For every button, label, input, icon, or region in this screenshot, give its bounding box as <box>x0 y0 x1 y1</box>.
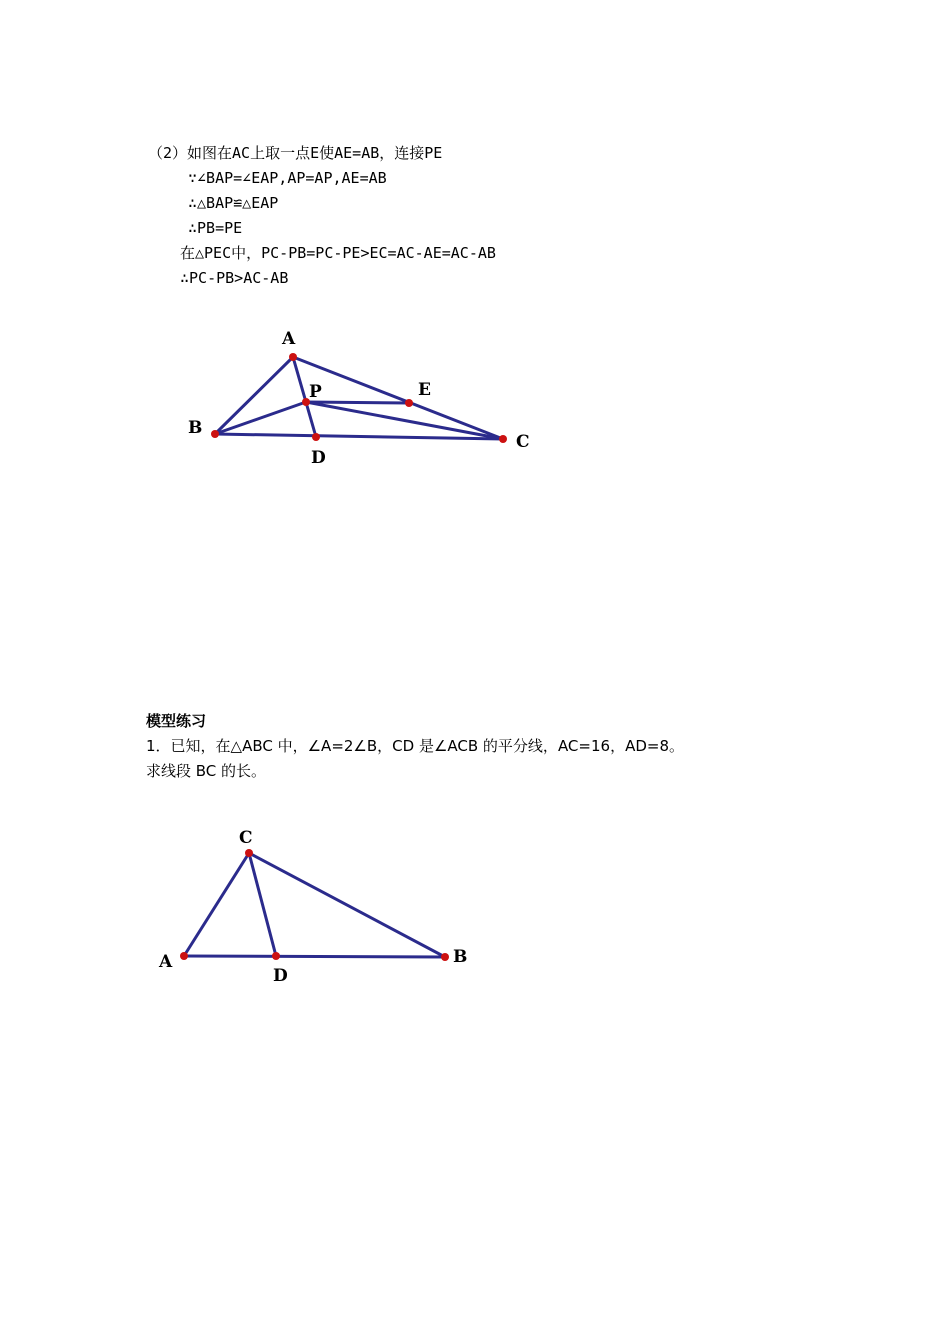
segment-AB <box>184 956 445 957</box>
proof-line-5: 在△PEC中，PC-PB=PC-PE>EC=AC-AE=AC-AB <box>180 244 496 262</box>
proof-line-3: ∴△BAP≌△EAP <box>188 194 279 212</box>
practice-problem-line-2: 求线段 BC 的长。 <box>146 762 267 780</box>
label-P: P <box>309 382 322 402</box>
segment-AC <box>184 853 249 956</box>
proof-line-2: ∵∠BAP=∠EAP,AP=AP,AE=AB <box>188 169 387 187</box>
figure2-segments <box>184 853 445 957</box>
label-B: B <box>453 947 468 967</box>
label-C: C <box>516 432 530 452</box>
label-C: C <box>239 828 253 848</box>
point-C <box>245 849 253 857</box>
practice-problem-line-1: 1．已知，在△ABC 中，∠A=2∠B，CD 是∠ACB 的平分线，AC=16，AD=8。 <box>146 737 684 755</box>
point-D <box>272 952 280 960</box>
figure2-points <box>180 849 449 961</box>
proof-line-1: （2）如图在AC上取一点E使AE=AB，连接PE <box>148 144 443 162</box>
segment-CB <box>249 853 445 957</box>
label-D: D <box>311 448 326 468</box>
point-A <box>180 952 188 960</box>
practice-heading: 模型练习 <box>146 712 207 730</box>
proof-line-4: ∴PB=PE <box>188 219 243 237</box>
label-B: B <box>188 418 203 438</box>
label-D: D <box>273 966 288 986</box>
segment-CD <box>249 853 276 956</box>
label-A: A <box>282 329 296 349</box>
proof-line-6: ∴PC-PB>AC-AB <box>180 269 289 287</box>
label-E: E <box>418 380 431 400</box>
label-A: A <box>159 952 173 972</box>
point-B <box>441 953 449 961</box>
